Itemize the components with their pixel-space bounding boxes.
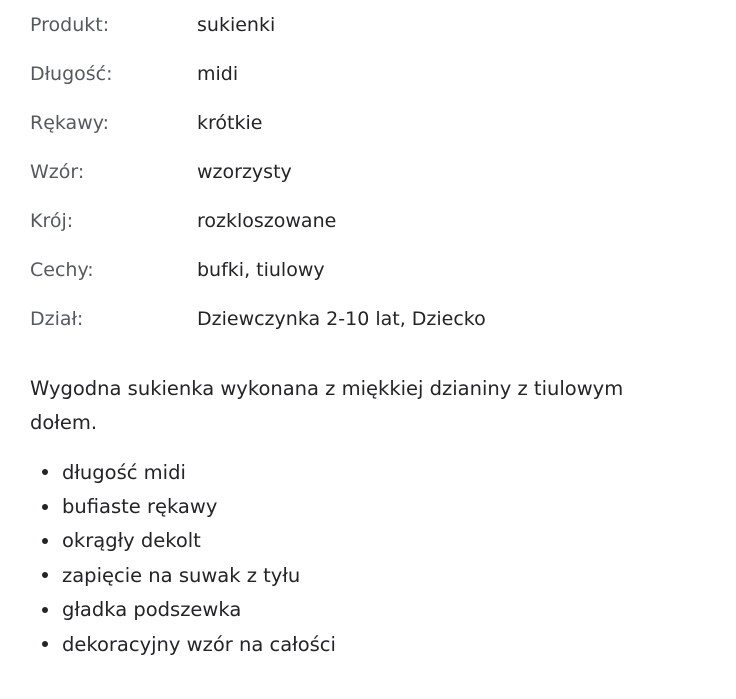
- bullet-icon: [42, 607, 48, 613]
- spec-value: midi: [197, 62, 239, 85]
- bullet-icon: [42, 504, 48, 510]
- spec-value: rozkloszowane: [197, 209, 337, 232]
- list-item: [30, 593, 336, 627]
- spec-label: Rękawy:: [30, 111, 110, 134]
- feature-text: bufiaste rękawy: [62, 495, 218, 519]
- spec-label: Długość:: [30, 62, 113, 85]
- product-specs-table: [30, 0, 710, 343]
- feature-text: okrągły dekolt: [62, 529, 201, 553]
- bullet-icon: [42, 572, 48, 578]
- spec-value: sukienki: [197, 13, 276, 36]
- spec-label: Krój:: [30, 209, 74, 232]
- bullet-icon: [42, 538, 48, 544]
- spec-label: Cechy:: [30, 258, 94, 281]
- spec-value: krótkie: [197, 111, 263, 134]
- feature-text: długość midi: [62, 460, 186, 484]
- feature-text: gładka podszewka: [62, 598, 242, 622]
- feature-list: [30, 455, 336, 661]
- list-item: [30, 455, 336, 489]
- list-item: [30, 489, 336, 523]
- spec-row-length: [30, 49, 710, 98]
- bullet-icon: [42, 641, 48, 647]
- spec-value: bufki, tiulowy: [197, 258, 325, 281]
- feature-text: dekoracyjny wzór na całości: [62, 632, 336, 656]
- spec-row-sleeves: [30, 98, 710, 147]
- spec-row-pattern: [30, 147, 710, 196]
- spec-row-department: [30, 294, 710, 343]
- spec-value: Dziewczynka 2-10 lat, Dziecko: [197, 307, 486, 330]
- spec-label: Dział:: [30, 307, 84, 330]
- product-description: Wygodna sukienka wykonana z miękkiej dzianiny z tiulowym dołem.: [30, 377, 624, 434]
- spec-row-features: [30, 245, 710, 294]
- spec-value: wzorzysty: [197, 160, 292, 183]
- spec-row-product: [30, 0, 710, 49]
- spec-row-cut: [30, 196, 710, 245]
- list-item: [30, 627, 336, 661]
- list-item: [30, 558, 336, 592]
- spec-label: Produkt:: [30, 13, 110, 36]
- list-item: [30, 524, 336, 558]
- bullet-icon: [42, 469, 48, 475]
- spec-label: Wzór:: [30, 160, 85, 183]
- feature-text: zapięcie na suwak z tyłu: [62, 563, 301, 587]
